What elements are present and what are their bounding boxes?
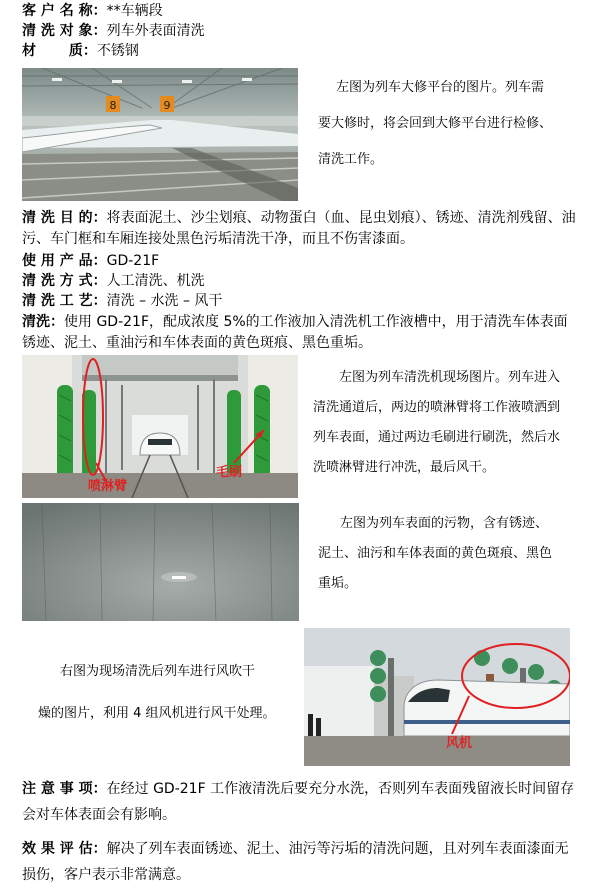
- platform-number-8: 8: [109, 99, 117, 112]
- photo2-caption-line: 清洗通道后，两边的喷淋臂将工作液喷洒到: [313, 400, 561, 415]
- photo4-caption-line: 燥的图片，利用 4 组风机进行风干处理。: [38, 706, 276, 721]
- photo2-caption-line: 列车表面，通过两边毛刷进行刷洗，然后水: [313, 430, 561, 445]
- photo3-caption-line: 泥土、油污和车体表面的黄色斑痕、黑色: [318, 546, 553, 561]
- material-label: 材 质：: [22, 43, 97, 59]
- customer-value: **车辆段: [106, 3, 163, 19]
- washing-machine-photo: [22, 355, 298, 498]
- photo2-caption: [313, 368, 583, 478]
- object-label: 清 洗 对 象：: [22, 23, 107, 39]
- customer-label: 客 户 名 称：: [22, 3, 107, 19]
- notice-label: 注 意 事 项：: [22, 781, 107, 797]
- photo1-caption-line: 要大修时，将会回到大修平台进行检修、: [318, 116, 553, 131]
- method-row: [22, 272, 205, 290]
- dirty-surface-photo: [22, 503, 299, 621]
- object-value: 列车外表面清洗: [106, 23, 205, 39]
- photo4-caption: [38, 662, 300, 724]
- photo2-caption-line: 洗喷淋臂进行冲洗，最后风干。: [313, 460, 496, 475]
- wash-label: 清洗：: [22, 314, 64, 330]
- evaluation-label: 效 果 评 估：: [22, 841, 107, 857]
- customer-row: [22, 2, 163, 20]
- wash-paragraph: [22, 312, 580, 354]
- evaluation-text: 解决了列车表面锈迹、泥土、油污等污垢的清洗问题，且对列车表面漆面无损伤，客户表示非常满意。: [22, 841, 569, 883]
- notice-text: 在经过 GD-21F 工作液清洗后要充分水洗，否则列车表面残留液长时间留存会对车体表面会有影响。: [22, 781, 575, 823]
- purpose-paragraph: [22, 208, 580, 250]
- platform-number-9: 9: [163, 99, 171, 112]
- product-label: 使 用 产 品：: [22, 253, 107, 269]
- purpose-text: 将表面泥土、沙尘划痕、动物蛋白（血、昆虫划痕）、锈迹、清洗剂残留、油污、车门框和车厢连接处黑色污垢清洗干净，而且不伤害漆面。: [22, 210, 576, 247]
- fan-annotation: 风机: [446, 736, 473, 751]
- maintenance-platform-photo: [22, 68, 298, 201]
- photo3-caption-line: 重垢。: [318, 576, 358, 591]
- method-label: 清 洗 方 式：: [22, 273, 107, 289]
- wash-text: 使用 GD-21F，配成浓度 5%的工作液加入清洗机工作液槽中，用于清洗车体表面锈迹、泥土、重油污和车体表面的黄色斑痕、黑色重垢。: [22, 314, 568, 351]
- photo2-caption-line: 左图为列车清洗机现场图片。列车进入: [339, 370, 561, 385]
- photo1-caption-line: 左图为列车大修平台的图片。列车需: [336, 80, 545, 95]
- process-label: 清 洗 工 艺：: [22, 293, 107, 309]
- material-value: 不锈钢: [96, 43, 139, 59]
- photo1-caption: [318, 78, 580, 170]
- photo1-caption-line: 清洗工作。: [318, 152, 384, 167]
- method-value: 人工清洗、机洗: [106, 273, 205, 289]
- product-row: [22, 252, 159, 270]
- purpose-label: 清 洗 目 的：: [22, 210, 107, 226]
- air-drying-photo: [304, 628, 570, 766]
- notice-paragraph: [22, 776, 580, 828]
- material-row: [22, 42, 139, 60]
- product-value: GD-21F: [106, 253, 160, 269]
- photo3-caption: [318, 514, 580, 594]
- photo4-caption-line: 右图为现场清洗后列车进行风吹干: [60, 664, 256, 679]
- process-row: [22, 292, 222, 310]
- spray-arm-annotation: 喷淋臂: [88, 479, 128, 494]
- evaluation-paragraph: [22, 836, 580, 888]
- brush-annotation: 毛刷: [216, 465, 243, 480]
- photo3-caption-line: 左图为列车表面的污物，含有锈迹、: [340, 516, 549, 531]
- process-value: 清洗 – 水洗 – 风干: [106, 293, 223, 309]
- object-row: [22, 22, 205, 40]
